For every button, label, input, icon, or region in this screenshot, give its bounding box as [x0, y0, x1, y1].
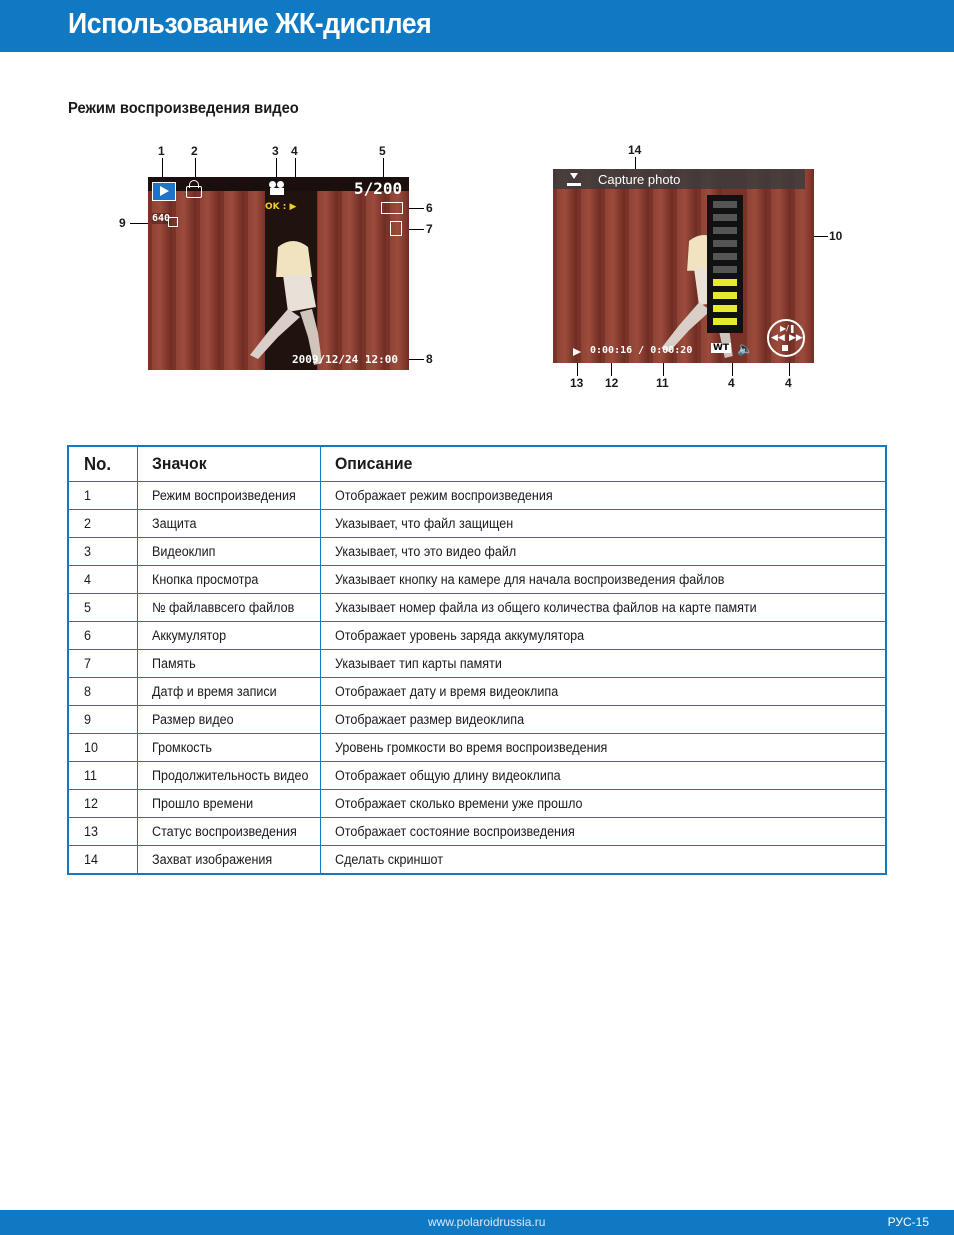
table-row: 7 Память Указывает тип карты памяти: [68, 650, 886, 678]
play-mode-icon: [152, 182, 176, 201]
battery-icon: [381, 202, 403, 214]
leader-line: [611, 362, 612, 376]
file-counter: 5/200: [354, 179, 403, 198]
rewind-icon: ◀◀: [771, 332, 785, 342]
leader-line: [408, 229, 424, 230]
footer-url[interactable]: www.polaroidrussia.ru: [428, 1215, 546, 1229]
table-row: 2 Защита Указывает, что файл защищен: [68, 510, 886, 538]
callout-10: 10: [829, 229, 843, 243]
video-clip-icon: [269, 181, 285, 195]
stop-icon: [782, 345, 788, 351]
table-row: 13 Статус воспроизведения Отображает состояние воспроизведения: [68, 818, 886, 846]
video-size-icon: [168, 217, 178, 227]
capture-photo-bar[interactable]: [553, 169, 805, 189]
speaker-icon: 🔈: [737, 341, 754, 356]
play-status-icon: [573, 348, 581, 356]
navigation-control-icon[interactable]: [767, 319, 805, 357]
callout-4: 4: [291, 144, 298, 158]
callout-11: 11: [656, 376, 669, 390]
table-row: 11 Продолжительность видео Отображает общую длину видеоклипа: [68, 762, 886, 790]
callout-13: 13: [570, 376, 584, 390]
page-header: [0, 0, 954, 52]
callout-4b: 4: [785, 376, 792, 390]
lcd-screen-playback: [148, 177, 409, 370]
icon-description-table: [67, 445, 887, 875]
ok-label: OK: [265, 202, 280, 212]
callout-2: 2: [191, 144, 198, 158]
page-title: Использование ЖК-дисплея: [68, 8, 432, 40]
table-row: 12 Прошло времени Отображает сколько времени уже прошло: [68, 790, 886, 818]
leader-line: [663, 362, 664, 376]
memory-card-icon: [390, 221, 402, 236]
callout-1: 1: [158, 144, 165, 158]
table-header-row: [68, 446, 886, 482]
lock-shackle: [189, 180, 199, 188]
callout-14: 14: [628, 143, 642, 157]
table-row: 14 Захват изображения Сделать скриншот: [68, 846, 886, 875]
header-description: Описание: [321, 446, 886, 482]
ok-play-hint: OK : ▶: [265, 202, 297, 212]
callout-5: 5: [379, 144, 386, 158]
header-icon: Значок: [138, 446, 321, 482]
leader-line: [577, 362, 578, 376]
section-title: Режим воспроизведения видео: [68, 100, 299, 117]
callout-9: 9: [119, 216, 126, 230]
callout-4a: 4: [728, 376, 735, 390]
callout-6: 6: [426, 201, 433, 215]
table-row: 10 Громкость Уровень громкости во время воспроизведения: [68, 734, 886, 762]
zoom-wt-button[interactable]: WT: [713, 343, 730, 353]
table-row: 8 Датф и время записи Отображает дату и время видеоклипа: [68, 678, 886, 706]
page-number: РУС-15: [887, 1215, 929, 1229]
table-row: 6 Аккумулятор Отображает уровень заряда аккумулятора: [68, 622, 886, 650]
callout-3: 3: [272, 144, 279, 158]
fast-forward-icon: ▶▶: [789, 332, 803, 342]
callout-12: 12: [605, 376, 619, 390]
leader-line: [408, 359, 424, 360]
capture-icon: [567, 173, 581, 186]
photo-subject: [238, 237, 338, 370]
table-row: 5 № файлаввсего файлов Указывает номер файла из общего количества файлов на карте памяти: [68, 594, 886, 622]
lcd-screen-video: [553, 169, 814, 363]
table-row: 9 Размер видео Отображает размер видеоклипа: [68, 706, 886, 734]
callout-8: 8: [426, 352, 433, 366]
record-datetime: 2009/12/24 12:00: [292, 353, 398, 366]
leader-line: [408, 208, 424, 209]
callout-7: 7: [426, 222, 433, 236]
header-no: No.: [68, 446, 138, 482]
table-row: 1 Режим воспроизведения Отображает режим воспроизведения: [68, 482, 886, 510]
table-row: 4 Кнопка просмотра Указывает кнопку на камере для начала воспроизведения файлов: [68, 566, 886, 594]
video-size-label: 640: [152, 213, 171, 224]
capture-photo-label: Capture photo: [598, 172, 681, 187]
playback-time: 0:00:16 / 0:00:20: [590, 345, 693, 356]
page-footer: [0, 1210, 954, 1235]
table-row: 3 Видеоклип Указывает, что это видео файл: [68, 538, 886, 566]
play-pause-glyph: ▶/❚: [780, 324, 796, 333]
volume-bar[interactable]: [707, 195, 743, 333]
leader-line: [195, 158, 196, 178]
leader-line: [130, 223, 150, 224]
volume-level-active: [713, 279, 737, 329]
